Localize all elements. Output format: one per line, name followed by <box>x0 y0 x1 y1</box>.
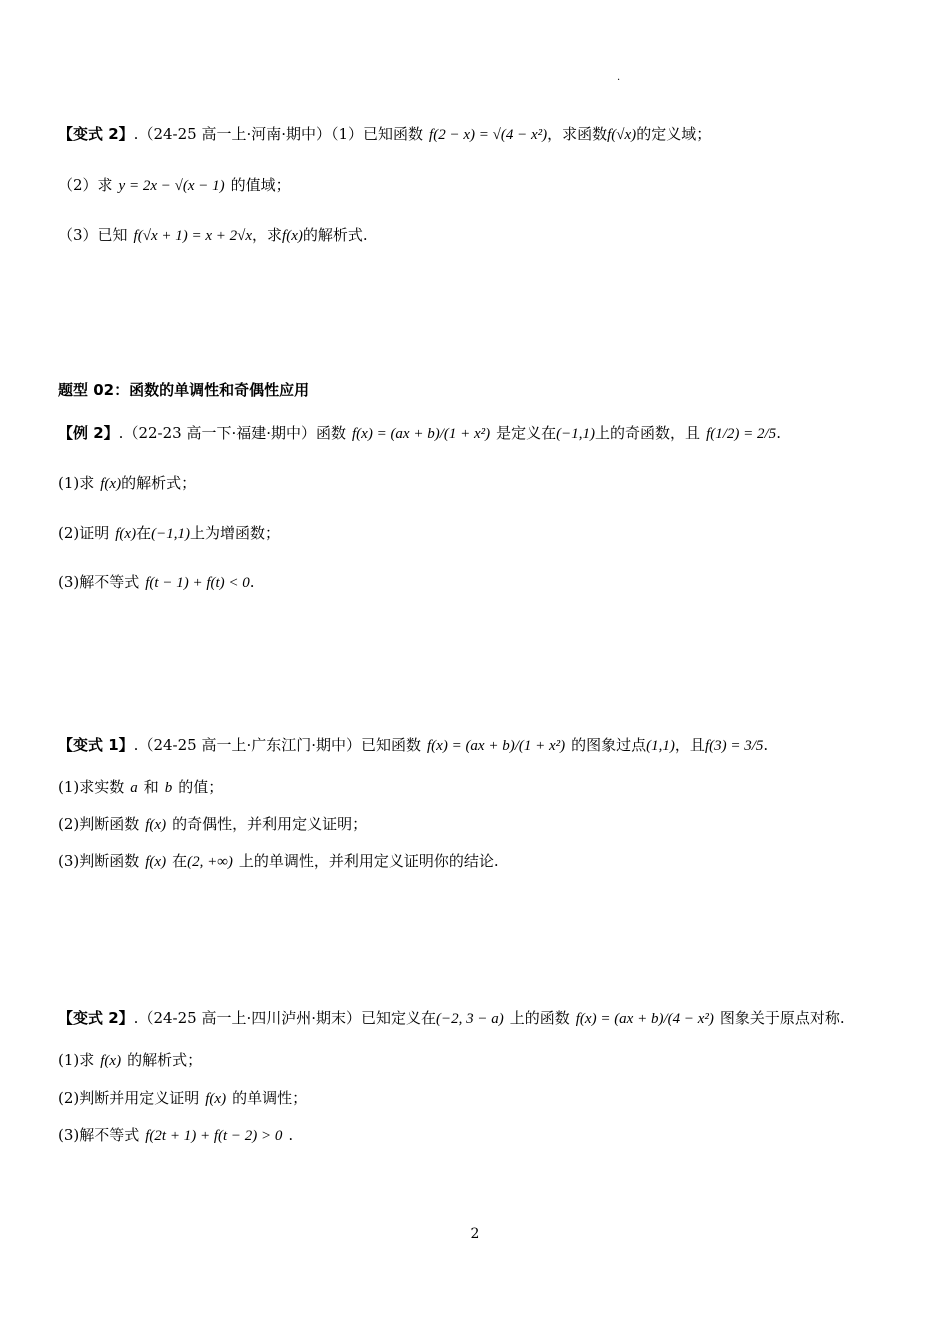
example2-q1-expr: f(x) <box>100 476 122 492</box>
example2-q2-pre: (2)证明 <box>58 524 110 542</box>
block1-mid1: ，求函数 <box>547 125 608 143</box>
variant2-q2-expr: f(x) <box>205 1091 227 1107</box>
example2-q2-mid: 在 <box>136 524 152 542</box>
block1-line3-mid: ，求 <box>252 226 283 244</box>
example2-mid2: 上的奇函数，且 <box>595 424 701 442</box>
variant1-expr: f(x) = (ax + b)/(1 + x²) <box>427 738 566 754</box>
example2-line1 <box>58 422 781 445</box>
variant1-q2-pre: (2)判断函数 <box>58 815 140 833</box>
variant1-q2 <box>58 813 367 836</box>
example2-expr: f(x) = (ax + b)/(1 + x²) <box>352 426 491 442</box>
block1-end1: 的定义域； <box>636 125 712 143</box>
variant2-end: 图象关于原点对称. <box>719 1009 845 1027</box>
variant1-end: . <box>763 736 769 754</box>
variant1-q1-post: 的值； <box>178 778 224 796</box>
variant1-source: .（24-25 高一上·广东江门·期中）已知函数 <box>133 736 421 754</box>
variant1-q3 <box>58 850 499 873</box>
variant1-line1 <box>58 734 768 757</box>
page-number: 2 <box>470 1226 480 1242</box>
variant1-q2-expr: f(x) <box>145 817 167 833</box>
block1-line2-pre: （2）求 <box>58 176 113 194</box>
example2-q1-post: 的解析式； <box>121 474 197 492</box>
variant1-cond: f(3) = 3/5 <box>704 738 764 754</box>
block1-source: .（24-25 高一上·河南·期中）（1）已知函数 <box>133 125 424 143</box>
example2-q2 <box>58 522 280 545</box>
block1-expr1: f(2 − x) = √(4 − x²) <box>429 127 548 143</box>
example2-tag: 【例 2】 <box>58 424 119 442</box>
header-dot: . <box>617 72 621 83</box>
example2-end: . <box>776 424 781 442</box>
example2-q3-pre: (3)解不等式 <box>58 573 140 591</box>
variant2-q2-pre: (2)判断并用定义证明 <box>58 1089 200 1107</box>
example2-q1 <box>58 472 196 495</box>
block1-line2-post: 的值域； <box>230 176 291 194</box>
block1-line3-expr: f(√x + 1) = x + 2√x <box>133 228 253 244</box>
variant1-tag: 【变式 1】 <box>58 736 134 754</box>
variant2-q1-expr: f(x) <box>100 1053 122 1069</box>
variant1-q1 <box>58 776 223 799</box>
block1-line3-pre: （3）已知 <box>58 226 128 244</box>
variant2-source: .（24-25 高一上·四川泸州·期末）已知定义在 <box>133 1009 436 1027</box>
variant2-q1-post: 的解析式； <box>127 1051 203 1069</box>
example2-mid: 是定义在 <box>496 424 557 442</box>
variant2-q1 <box>58 1049 202 1072</box>
block1-line3-expr2: f(x) <box>282 228 303 244</box>
variant1-q1-a: a <box>130 780 138 796</box>
variant2-q3-post: . <box>288 1126 294 1144</box>
variant1-point: (1,1) <box>646 738 675 754</box>
example2-q3-expr: f(t − 1) + f(t) < 0 <box>145 575 250 591</box>
example2-q1-pre: (1)求 <box>58 474 95 492</box>
example2-q2-expr: f(x) <box>115 526 137 542</box>
block1-line2 <box>58 174 291 197</box>
variant1-mid: 的图象过点 <box>571 736 647 754</box>
example2-q3 <box>58 571 255 594</box>
variant2-mid: 上的函数 <box>509 1009 570 1027</box>
example2-q3-post: . <box>249 573 255 591</box>
variant1-mid2: ，且 <box>674 736 705 754</box>
example2-q2-interval: (−1,1) <box>151 526 190 542</box>
variant2-q3-pre: (3)解不等式 <box>58 1126 140 1144</box>
variant1-q2-post: 的奇偶性，并利用定义证明； <box>172 815 368 833</box>
variant1-q3-post: 上的单调性，并利用定义证明你的结论. <box>238 852 499 870</box>
variant1-q1-pre: (1)求实数 <box>58 778 125 796</box>
section-title: 题型 02：函数的单调性和奇偶性应用 <box>58 381 310 399</box>
example2-cond: f(1/2) = 2/5 <box>706 426 777 442</box>
variant2-q1-pre: (1)求 <box>58 1051 95 1069</box>
variant2-q3 <box>58 1124 293 1147</box>
variant1-q3-expr: f(x) <box>145 854 167 870</box>
block1-tag: 【变式 2】 <box>58 125 134 143</box>
variant1-q3-pre: (3)判断函数 <box>58 852 140 870</box>
variant2-q2-post: 的单调性； <box>232 1089 308 1107</box>
variant1-q1-b: b <box>164 780 173 796</box>
variant1-q1-and: 和 <box>143 778 159 796</box>
block1-line1 <box>58 123 711 146</box>
variant2-q2 <box>58 1087 307 1110</box>
block1-line3 <box>58 224 368 247</box>
block1-line2-expr: y = 2x − √(x − 1) <box>118 178 225 194</box>
variant2-tag: 【变式 2】 <box>58 1009 134 1027</box>
variant2-interval: (−2, 3 − a) <box>436 1011 504 1027</box>
variant1-q3-interval: (2, +∞) <box>187 854 233 870</box>
example2-source: .（22-23 高一下·福建·期中）函数 <box>118 424 346 442</box>
example2-interval: (−1,1) <box>556 426 596 442</box>
variant2-q3-expr: f(2t + 1) + f(t − 2) > 0 <box>145 1128 283 1144</box>
variant2-line1 <box>58 1007 845 1030</box>
variant1-q3-mid: 在 <box>172 852 188 870</box>
block1-expr2: f(√x) <box>607 127 637 143</box>
variant2-expr: f(x) = (ax + b)/(4 − x²) <box>575 1011 714 1027</box>
block1-line3-post: 的解析式. <box>302 226 368 244</box>
example2-q2-post: 上为增函数； <box>189 524 280 542</box>
